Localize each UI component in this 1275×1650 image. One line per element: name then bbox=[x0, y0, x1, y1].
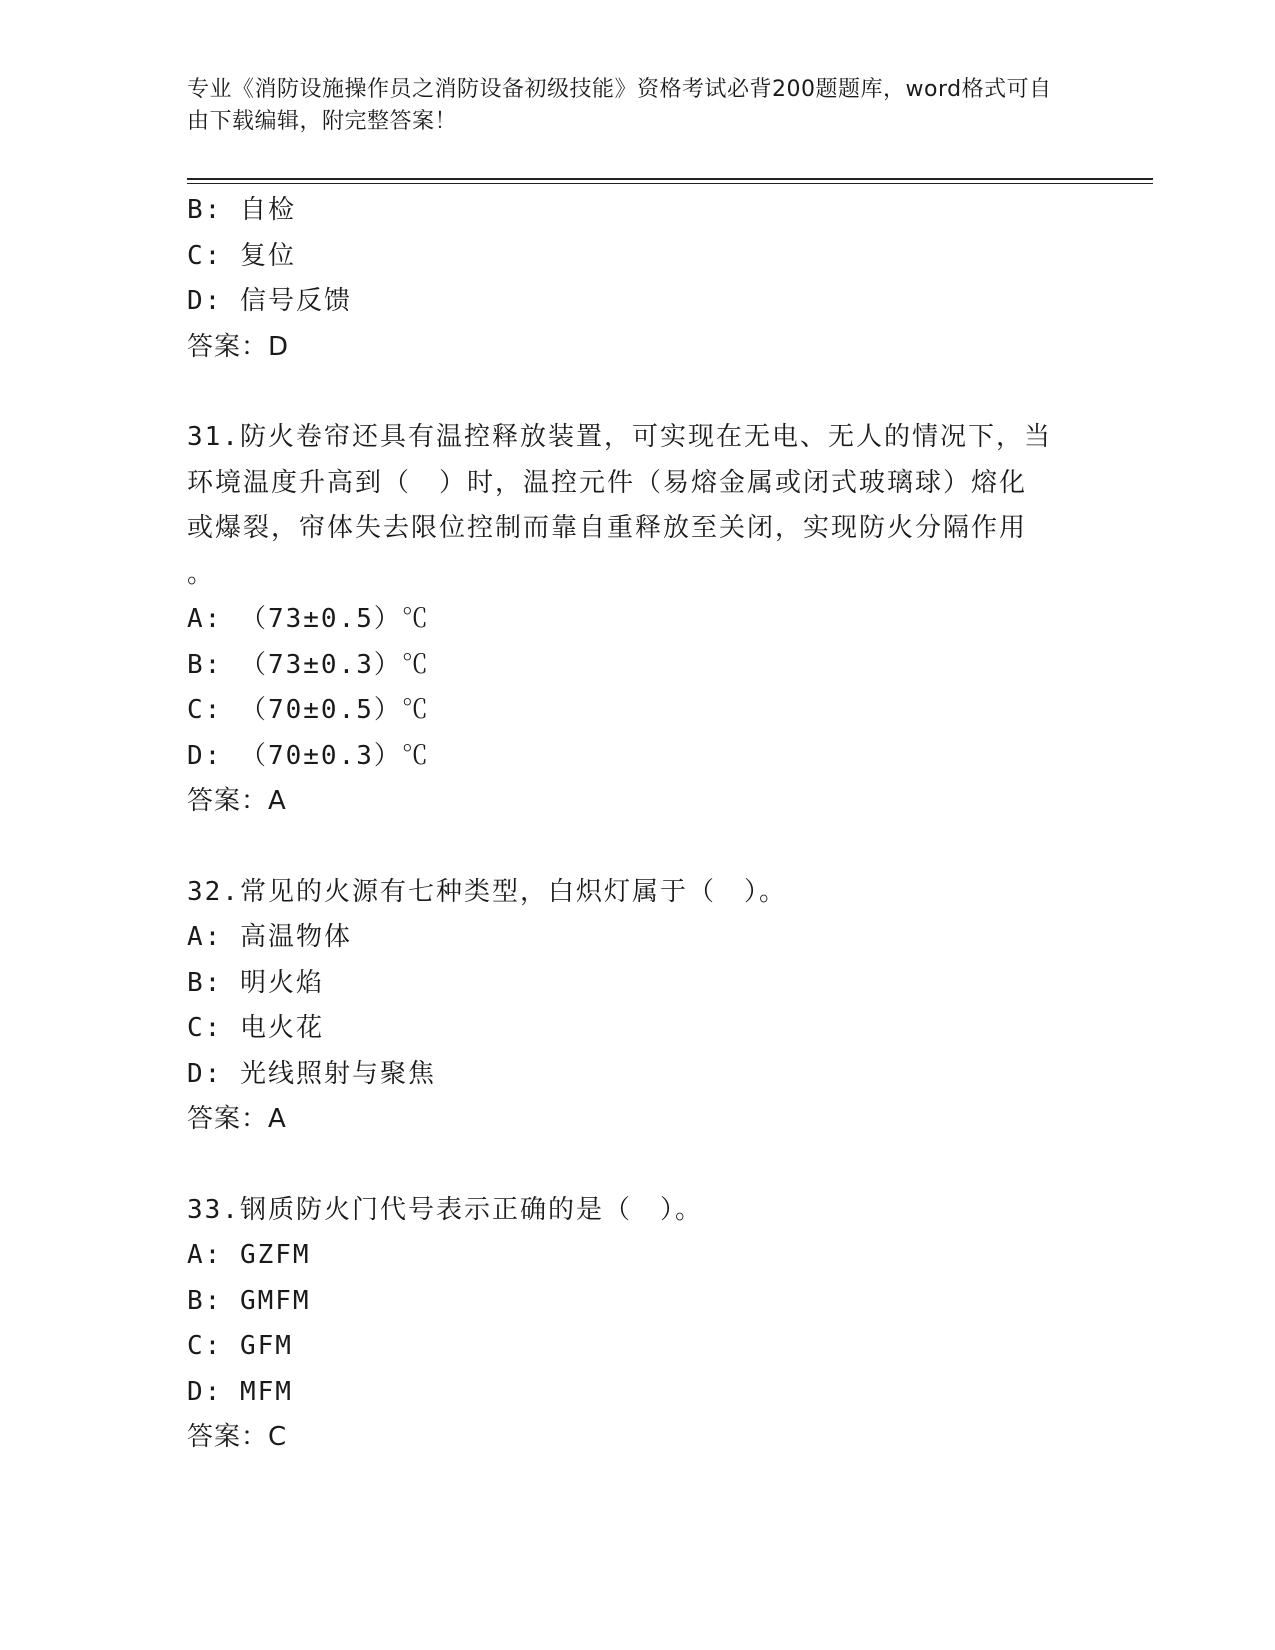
question-number: 32. bbox=[187, 876, 240, 907]
question-stem-line: 31.防火卷帘还具有温控释放装置，可实现在无电、无人的情况下，当 bbox=[187, 422, 1052, 452]
option-d: D: 信号反馈 bbox=[187, 286, 352, 316]
option-d: D: 光线照射与聚焦 bbox=[187, 1058, 436, 1089]
question-31 bbox=[187, 415, 1087, 825]
answer: 答案：A bbox=[187, 1104, 287, 1134]
document-header bbox=[187, 74, 1067, 138]
question-stem-line: 。 bbox=[187, 558, 216, 589]
option-c: C: 复位 bbox=[187, 240, 296, 271]
header-rule-thick bbox=[187, 178, 1153, 180]
header-rule-thin bbox=[187, 183, 1153, 184]
option-b: B: 自检 bbox=[187, 195, 296, 225]
option-a: A: 高温物体 bbox=[187, 922, 352, 952]
option-c: C: （70±0.5）℃ bbox=[187, 695, 430, 725]
question-stem-line: 环境温度升高到（ ）时，温控元件（易熔金属或闭式玻璃球）熔化 bbox=[187, 467, 1028, 498]
answer: 答案：A bbox=[187, 786, 287, 816]
question-number: 31. bbox=[187, 422, 240, 452]
option-b: B: 明火焰 bbox=[187, 967, 324, 998]
option-b: B: GMFM bbox=[187, 1285, 311, 1316]
option-d: D: MFM bbox=[187, 1376, 293, 1407]
question-33 bbox=[187, 1188, 1087, 1461]
question-stem-line: 33.钢质防火门代号表示正确的是（ ）。 bbox=[187, 1194, 703, 1225]
question-content bbox=[187, 188, 1087, 1461]
option-c: C: GFM bbox=[187, 1331, 293, 1361]
question-stem-line: 或爆裂，帘体失去限位控制而靠自重释放至关闭，实现防火分隔作用 bbox=[187, 513, 1028, 543]
option-a: A: （73±0.5）℃ bbox=[187, 604, 430, 634]
option-d: D: （70±0.3）℃ bbox=[187, 740, 430, 771]
header-title: 专业《消防设施操作员之消防设备初级技能》资格考试必背200题题库，word格式可自由下载编辑，附完整答案！ bbox=[187, 77, 1052, 134]
option-a: A: GZFM bbox=[187, 1240, 311, 1270]
option-b: B: （73±0.3）℃ bbox=[187, 649, 430, 680]
answer: 答案：D bbox=[187, 331, 290, 362]
question-number: 33. bbox=[187, 1194, 240, 1225]
answer: 答案：C bbox=[187, 1422, 288, 1452]
question-32 bbox=[187, 870, 1087, 1143]
prev-question bbox=[187, 188, 1087, 370]
question-stem-line: 32.常见的火源有七种类型，白炽灯属于（ ）。 bbox=[187, 876, 787, 907]
option-c: C: 电火花 bbox=[187, 1013, 324, 1043]
